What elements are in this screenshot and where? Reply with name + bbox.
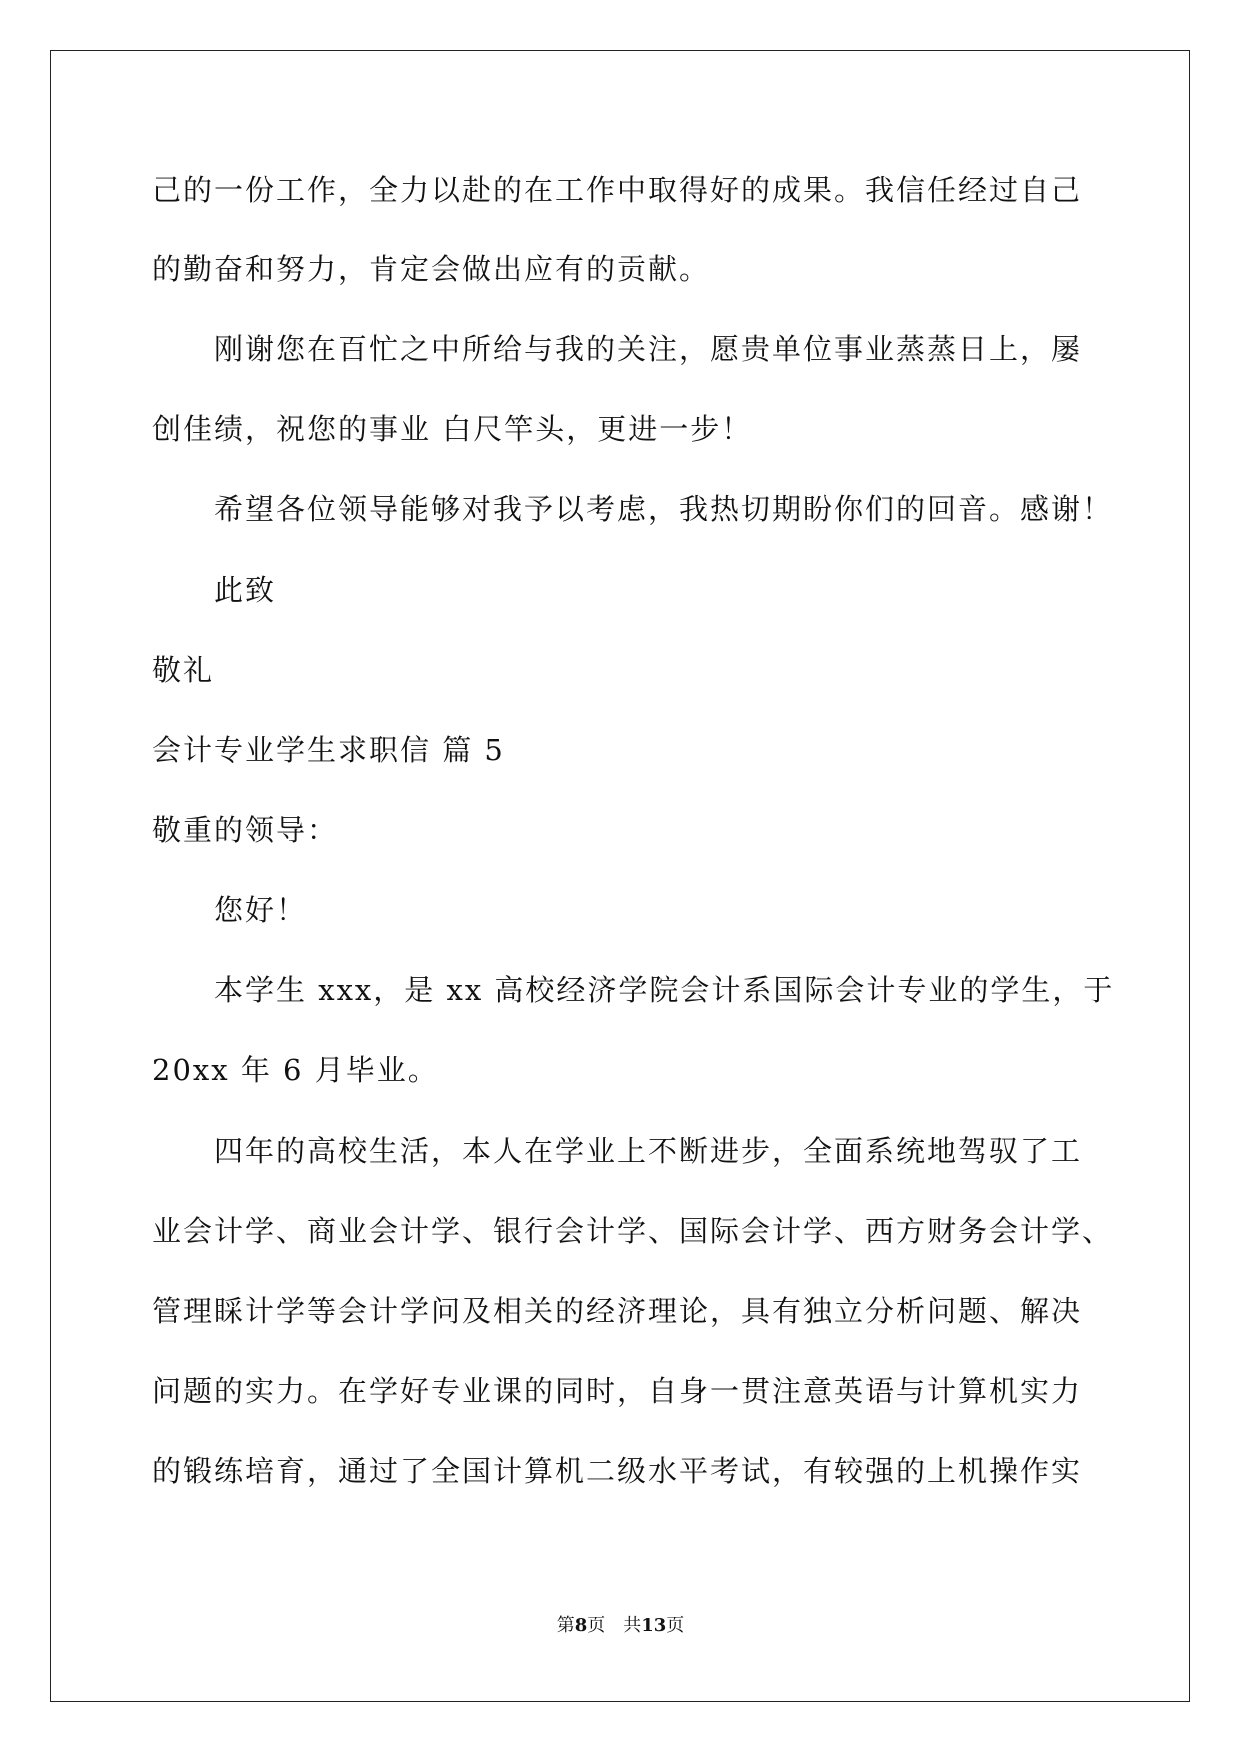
section-title: 会计专业学生求职信 篇 5 [152, 733, 505, 767]
body-line: 本学生 xxx，是 xx 高校经济学院会计系国际会计专业的学生，于 [214, 973, 1115, 1007]
greeting: 敬重的领导： [152, 813, 339, 847]
closing-phrase: 此致 [214, 573, 277, 607]
footer-suffix: 页 [666, 1615, 685, 1636]
body-line: 管理睬计学等会计学问及相关的经济理论，具有独立分析问题、解决 [152, 1294, 1083, 1328]
body-line: 己的一份工作，全力以赴的在工作中取得好的成果。我信任经过自己 [152, 173, 1083, 207]
body-line: 的锻练培育，通过了全国计算机二级水平考试，有较强的上机操作实 [152, 1454, 1083, 1488]
body-line: 希望各位领导能够对我予以考虑，我热切期盼你们的回音。感谢！ [214, 492, 1114, 526]
current-page-number: 8 [574, 1615, 588, 1636]
body-line: 四年的高校生活，本人在学业上不断进步，全面系统地驾驭了工 [214, 1134, 1083, 1168]
body-line: 问题的实力。在学好专业课的同时，自身一贯注意英语与计算机实力 [152, 1374, 1083, 1408]
footer-middle: 页 共 [587, 1615, 642, 1636]
body-line: 20xx 年 6 月毕业。 [152, 1053, 439, 1087]
greeting-hello: 您好！ [214, 893, 308, 927]
body-line: 创佳绩，祝您的事业 白尺竿头，更进一步！ [152, 412, 753, 446]
body-line: 业会计学、商业会计学、银行会计学、国际会计学、西方财务会计学、 [152, 1214, 1114, 1248]
body-line: 的勤奋和努力，肯定会做出应有的贡献。 [152, 252, 711, 286]
footer-prefix: 第 [556, 1615, 575, 1636]
salutation: 敬礼 [152, 653, 215, 687]
total-page-count: 13 [641, 1615, 667, 1636]
body-line: 刚谢您在百忙之中所给与我的关注，愿贵单位事业蒸蒸日上，屡 [214, 332, 1083, 366]
page-footer [0, 1614, 1241, 1638]
